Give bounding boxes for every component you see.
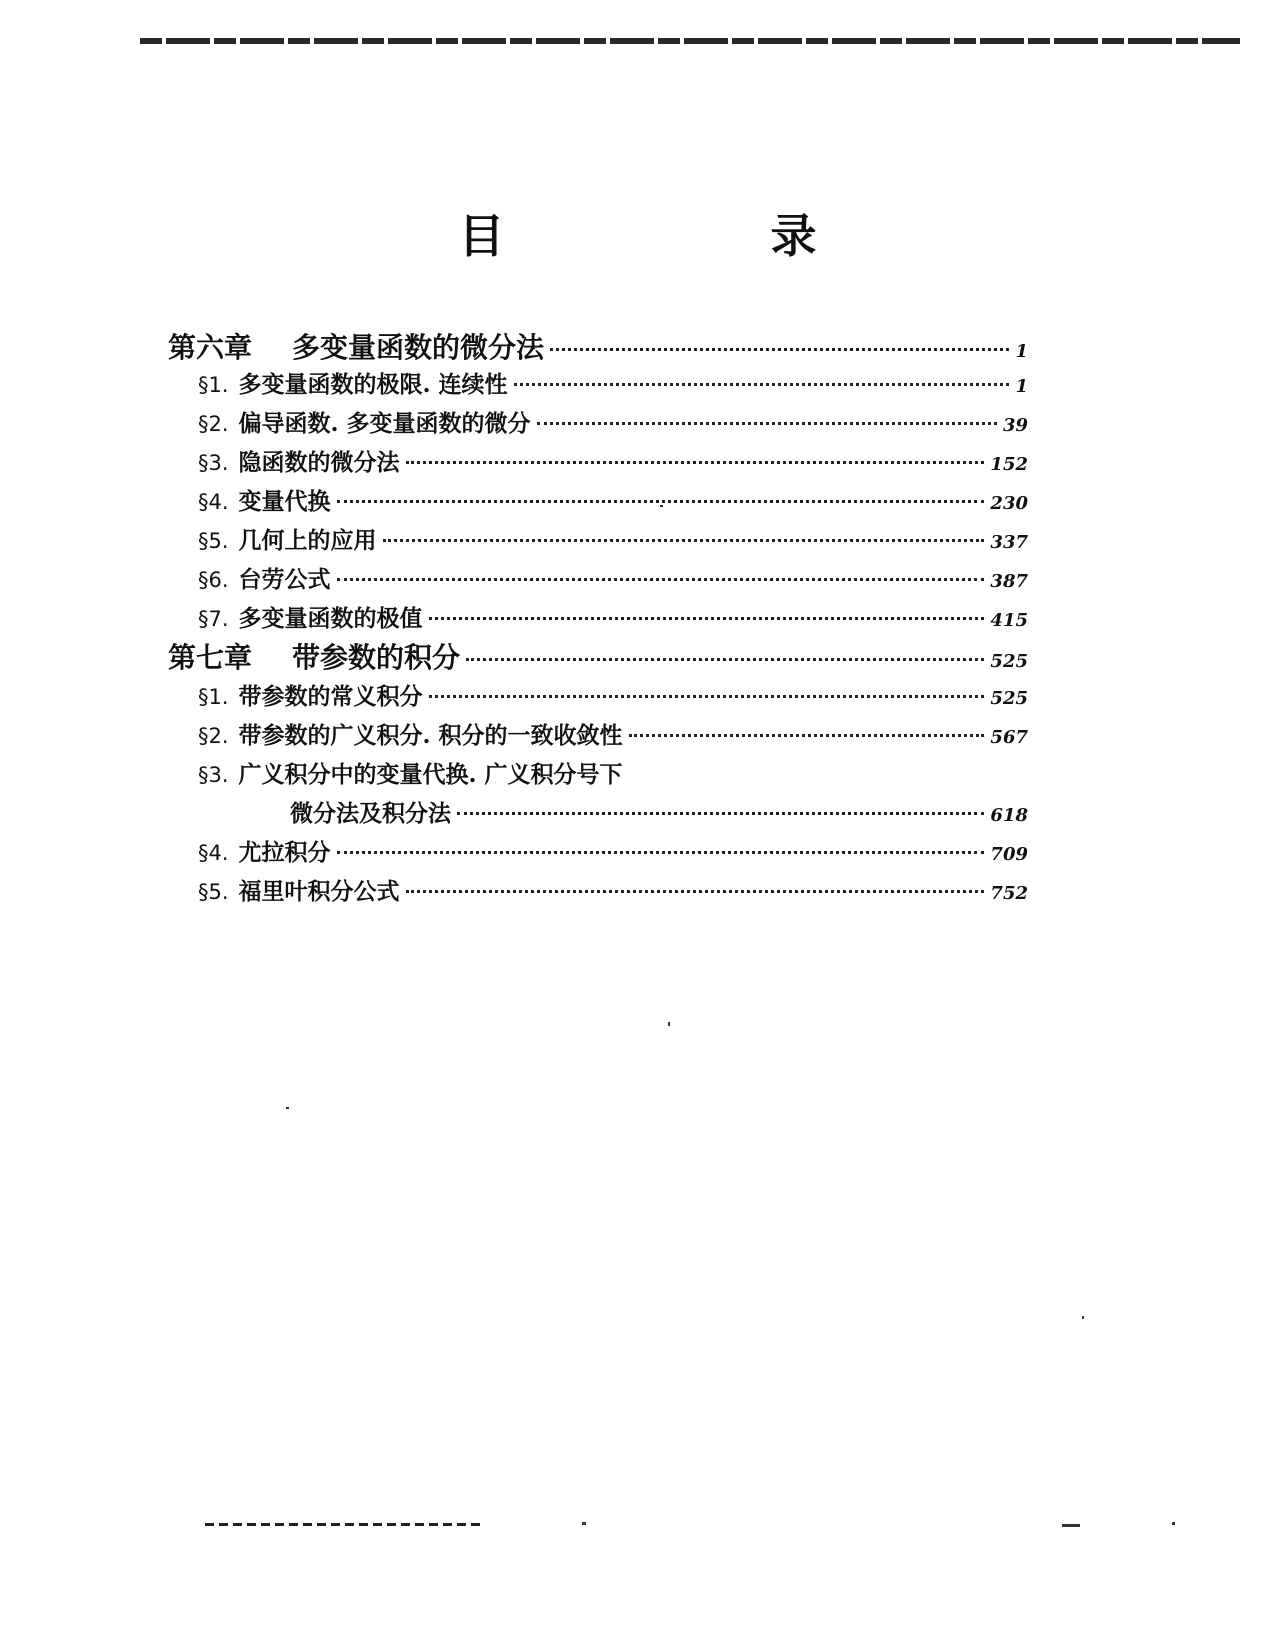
toc-chapter-6[interactable] — [168, 326, 1028, 366]
toc-section-6-1[interactable] — [198, 366, 1028, 399]
toc-section-6-5[interactable] — [198, 522, 1028, 555]
section-title: 尤拉积分 — [238, 839, 331, 866]
section-title: 带参数的常义积分 — [238, 683, 423, 710]
toc-section-6-7[interactable] — [198, 600, 1028, 633]
section-title: 偏导函数. 多变量函数的微分 — [238, 410, 531, 437]
toc-section-6-2[interactable] — [198, 405, 1028, 438]
dot-leader — [550, 348, 1009, 351]
page-number: 1 — [1015, 341, 1028, 362]
dot-leader — [337, 500, 985, 503]
page-number: 387 — [990, 571, 1028, 592]
toc-section-6-6[interactable] — [198, 561, 1028, 594]
section-number: §2. — [198, 412, 229, 436]
section-title: 隐函数的微分法 — [238, 449, 400, 476]
section-number: §3. — [198, 763, 229, 787]
toc-section-7-2[interactable] — [198, 717, 1028, 750]
toc-section-7-1[interactable] — [198, 678, 1028, 711]
section-title-continuation: 微分法及积分法 — [290, 800, 451, 827]
scan-speck — [286, 1107, 289, 1109]
dot-leader — [337, 851, 985, 854]
dot-leader — [537, 422, 997, 425]
dot-leader — [457, 812, 984, 815]
page-number: 230 — [990, 493, 1028, 514]
section-number: §2. — [198, 724, 229, 748]
section-number: §4. — [198, 490, 229, 514]
page-number: 752 — [990, 883, 1028, 904]
dot-leader — [514, 383, 1010, 386]
scan-speck — [1082, 1316, 1084, 1319]
toc-section-7-3-continuation[interactable] — [290, 795, 1028, 828]
page-number: 337 — [990, 532, 1028, 553]
toc-section-7-4[interactable] — [198, 834, 1028, 867]
section-number: §1. — [198, 373, 229, 397]
dot-leader — [337, 578, 985, 581]
page-number: 39 — [1002, 415, 1028, 436]
page-number: 152 — [990, 454, 1028, 475]
scan-speck — [582, 1522, 586, 1525]
toc-section-6-3[interactable] — [198, 444, 1028, 477]
section-title: 广义积分中的变量代换. 广义积分号下 — [238, 761, 623, 788]
toc-section-7-5[interactable] — [198, 873, 1028, 906]
chapter-title: 带参数的积分 — [292, 641, 461, 674]
section-number: §1. — [198, 685, 229, 709]
page-number: 618 — [990, 805, 1028, 826]
page-number: 525 — [990, 688, 1028, 709]
section-number: §5. — [198, 529, 229, 553]
section-number: §7. — [198, 607, 229, 631]
scan-speck — [668, 1022, 670, 1026]
page-number: 1 — [1015, 376, 1028, 397]
section-title: 变量代换 — [238, 488, 331, 515]
scan-artifact-top — [140, 38, 1240, 44]
dot-leader — [429, 617, 985, 620]
scan-speck — [1062, 1524, 1080, 1527]
dot-leader — [629, 734, 985, 737]
chapter-number: 第六章 — [168, 331, 253, 364]
section-title: 多变量函数的极限. 连续性 — [238, 371, 508, 398]
page-number: 567 — [990, 727, 1028, 748]
section-number: §4. — [198, 841, 229, 865]
dot-leader — [406, 461, 985, 464]
section-title: 带参数的广义积分. 积分的一致收敛性 — [238, 722, 623, 749]
dot-leader — [429, 695, 985, 698]
chapter-number: 第七章 — [168, 641, 253, 674]
section-number: §6. — [198, 568, 229, 592]
section-title: 台劳公式 — [238, 566, 331, 593]
section-title: 几何上的应用 — [238, 527, 377, 554]
section-number: §5. — [198, 880, 229, 904]
chapter-title: 多变量函数的微分法 — [292, 331, 545, 364]
scan-artifact-bottom — [205, 1523, 485, 1526]
toc-section-7-3[interactable] — [198, 756, 623, 789]
page-number: 525 — [990, 651, 1028, 672]
page-number: 709 — [990, 844, 1028, 865]
dot-leader — [466, 658, 984, 661]
section-title: 多变量函数的极值 — [238, 605, 423, 632]
scan-speck — [1172, 1522, 1175, 1525]
section-title: 福里叶积分公式 — [238, 878, 400, 905]
toc-section-6-4[interactable] — [198, 483, 1028, 516]
toc-chapter-7[interactable] — [168, 636, 1028, 676]
page-title: 目 录 — [458, 209, 927, 263]
page-number: 415 — [990, 610, 1028, 631]
scan-speck — [660, 505, 663, 507]
section-number: §3. — [198, 451, 229, 475]
dot-leader — [406, 890, 985, 893]
dot-leader — [383, 539, 985, 542]
